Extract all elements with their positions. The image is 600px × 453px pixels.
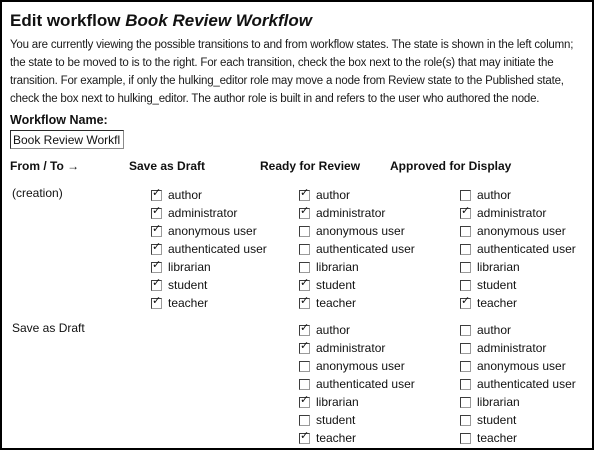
role-checkbox[interactable] <box>299 361 310 372</box>
role-option[interactable] <box>299 294 390 312</box>
role-checkbox[interactable] <box>299 280 310 291</box>
page-title <box>10 10 586 31</box>
page-title-workflow-name: Book Review Workflow <box>125 11 312 30</box>
role-label: librarian <box>168 260 211 274</box>
role-checkbox[interactable] <box>299 379 310 390</box>
page-title-prefix: Edit workflow <box>10 11 126 30</box>
role-label: teacher <box>168 296 209 310</box>
role-checkbox[interactable] <box>299 208 310 219</box>
role-option[interactable] <box>151 240 267 258</box>
role-label: librarian <box>477 395 520 409</box>
transitions-body <box>10 177 588 447</box>
role-label: student <box>316 278 356 292</box>
role-checkbox[interactable] <box>151 190 162 201</box>
role-label: anonymous user <box>477 224 566 238</box>
role-label: administrator <box>477 206 547 220</box>
role-option[interactable] <box>299 339 390 357</box>
role-checkbox[interactable] <box>299 343 310 354</box>
state-header-approved-for-display: Approved for Display <box>390 159 512 173</box>
transitions-header-row <box>10 159 588 177</box>
role-label: authenticated user <box>168 242 267 256</box>
transition-row <box>10 312 588 447</box>
role-label: anonymous user <box>168 224 257 238</box>
transition-cell <box>260 177 415 312</box>
role-option[interactable] <box>151 222 260 240</box>
role-option[interactable] <box>460 294 588 312</box>
role-label: author <box>316 323 351 337</box>
role-option[interactable] <box>299 222 405 240</box>
role-checkbox[interactable] <box>299 415 310 426</box>
transition-row <box>10 177 588 312</box>
from-state-label: Save as Draft <box>12 321 85 335</box>
role-checkbox[interactable] <box>299 397 310 408</box>
role-option[interactable] <box>299 375 415 393</box>
role-label: librarian <box>477 260 520 274</box>
role-checkbox[interactable] <box>151 280 162 291</box>
role-option[interactable] <box>460 375 588 393</box>
role-label: authenticated user <box>316 242 415 256</box>
role-label: authenticated user <box>316 377 415 391</box>
workflow-name-input[interactable] <box>10 130 124 149</box>
role-checkbox[interactable] <box>460 433 471 444</box>
transition-cell <box>390 177 588 312</box>
description-line: check the box next to hulking_editor. The author role is built in and refers to the user who authored the node. <box>10 93 540 105</box>
role-option[interactable] <box>299 357 405 375</box>
transition-cell <box>390 312 588 447</box>
role-option[interactable] <box>299 204 390 222</box>
role-label: librarian <box>316 260 359 274</box>
page-description <box>10 36 586 108</box>
role-label: authenticated user <box>477 242 576 256</box>
role-checkbox[interactable] <box>460 298 471 309</box>
role-label: student <box>168 278 208 292</box>
role-checkbox[interactable] <box>151 244 162 255</box>
role-option[interactable] <box>151 258 260 276</box>
role-checkbox[interactable] <box>460 415 471 426</box>
role-option[interactable] <box>460 393 588 411</box>
role-option[interactable] <box>299 276 390 294</box>
role-option[interactable] <box>460 411 588 429</box>
transition-cell <box>129 177 267 312</box>
role-label: administrator <box>168 206 238 220</box>
role-checkbox[interactable] <box>460 226 471 237</box>
description-line: transition. For example, if only the hulking_editor role may move a node from Review state to the Published state, <box>10 75 564 87</box>
transition-cell <box>129 312 260 447</box>
role-checkbox[interactable] <box>460 208 471 219</box>
role-option[interactable] <box>460 222 588 240</box>
role-checkbox[interactable] <box>460 280 471 291</box>
role-option[interactable] <box>299 321 390 339</box>
role-option[interactable] <box>299 258 390 276</box>
role-option[interactable] <box>460 204 588 222</box>
role-label: student <box>477 278 517 292</box>
role-checkbox[interactable] <box>299 298 310 309</box>
role-option[interactable] <box>151 294 260 312</box>
role-label: anonymous user <box>316 224 405 238</box>
role-label: author <box>316 188 351 202</box>
role-label: teacher <box>316 296 357 310</box>
role-label: teacher <box>316 431 357 445</box>
from-to-header: From / To → <box>10 159 80 173</box>
role-checkbox[interactable] <box>460 397 471 408</box>
role-label: administrator <box>316 341 386 355</box>
transition-cell <box>260 312 415 447</box>
state-header-save-as-draft: Save as Draft <box>129 159 206 173</box>
role-option[interactable] <box>151 204 260 222</box>
role-checkbox[interactable] <box>299 244 310 255</box>
role-label: administrator <box>316 206 386 220</box>
role-option[interactable] <box>299 186 390 204</box>
from-state-label: (creation) <box>12 186 63 200</box>
workflow-name-label: Workflow Name: <box>10 113 108 127</box>
role-label: anonymous user <box>316 359 405 373</box>
role-option[interactable] <box>460 240 588 258</box>
role-checkbox[interactable] <box>299 190 310 201</box>
transitions-table <box>10 159 588 447</box>
role-option[interactable] <box>299 393 390 411</box>
role-label: anonymous user <box>477 359 566 373</box>
role-checkbox[interactable] <box>460 244 471 255</box>
role-checkbox[interactable] <box>460 343 471 354</box>
description-line: You are currently viewing the possible transitions to and from workflow states. The state is shown in the left column; <box>10 39 574 51</box>
role-checkbox[interactable] <box>151 262 162 273</box>
role-checkbox[interactable] <box>151 298 162 309</box>
role-option[interactable] <box>460 186 588 204</box>
role-option[interactable] <box>460 339 588 357</box>
role-checkbox[interactable] <box>151 226 162 237</box>
role-option[interactable] <box>151 276 260 294</box>
role-checkbox[interactable] <box>151 208 162 219</box>
state-header-ready-for-review: Ready for Review <box>260 159 361 173</box>
role-label: authenticated user <box>477 377 576 391</box>
role-option[interactable] <box>460 258 588 276</box>
role-label: administrator <box>477 341 547 355</box>
role-checkbox[interactable] <box>460 379 471 390</box>
role-label: student <box>477 413 517 427</box>
role-checkbox[interactable] <box>299 226 310 237</box>
role-option[interactable] <box>151 186 260 204</box>
role-option[interactable] <box>299 429 390 447</box>
role-checkbox[interactable] <box>460 325 471 336</box>
role-label: student <box>316 413 356 427</box>
role-checkbox[interactable] <box>299 325 310 336</box>
role-label: author <box>168 188 203 202</box>
role-checkbox[interactable] <box>460 361 471 372</box>
role-option[interactable] <box>299 240 415 258</box>
role-checkbox[interactable] <box>299 433 310 444</box>
role-checkbox[interactable] <box>299 262 310 273</box>
role-label: teacher <box>477 296 518 310</box>
description-line: the state to be moved to is to the right. For each transition, check the box next to the role(s) that may initiate the <box>10 57 554 69</box>
role-label: author <box>477 188 512 202</box>
role-option[interactable] <box>460 276 588 294</box>
role-option[interactable] <box>299 411 390 429</box>
role-option[interactable] <box>460 321 588 339</box>
role-option[interactable] <box>460 357 588 375</box>
role-label: author <box>477 323 512 337</box>
role-checkbox[interactable] <box>460 262 471 273</box>
role-option[interactable] <box>460 429 588 447</box>
role-checkbox[interactable] <box>460 190 471 201</box>
role-label: librarian <box>316 395 359 409</box>
role-label: teacher <box>477 431 518 445</box>
